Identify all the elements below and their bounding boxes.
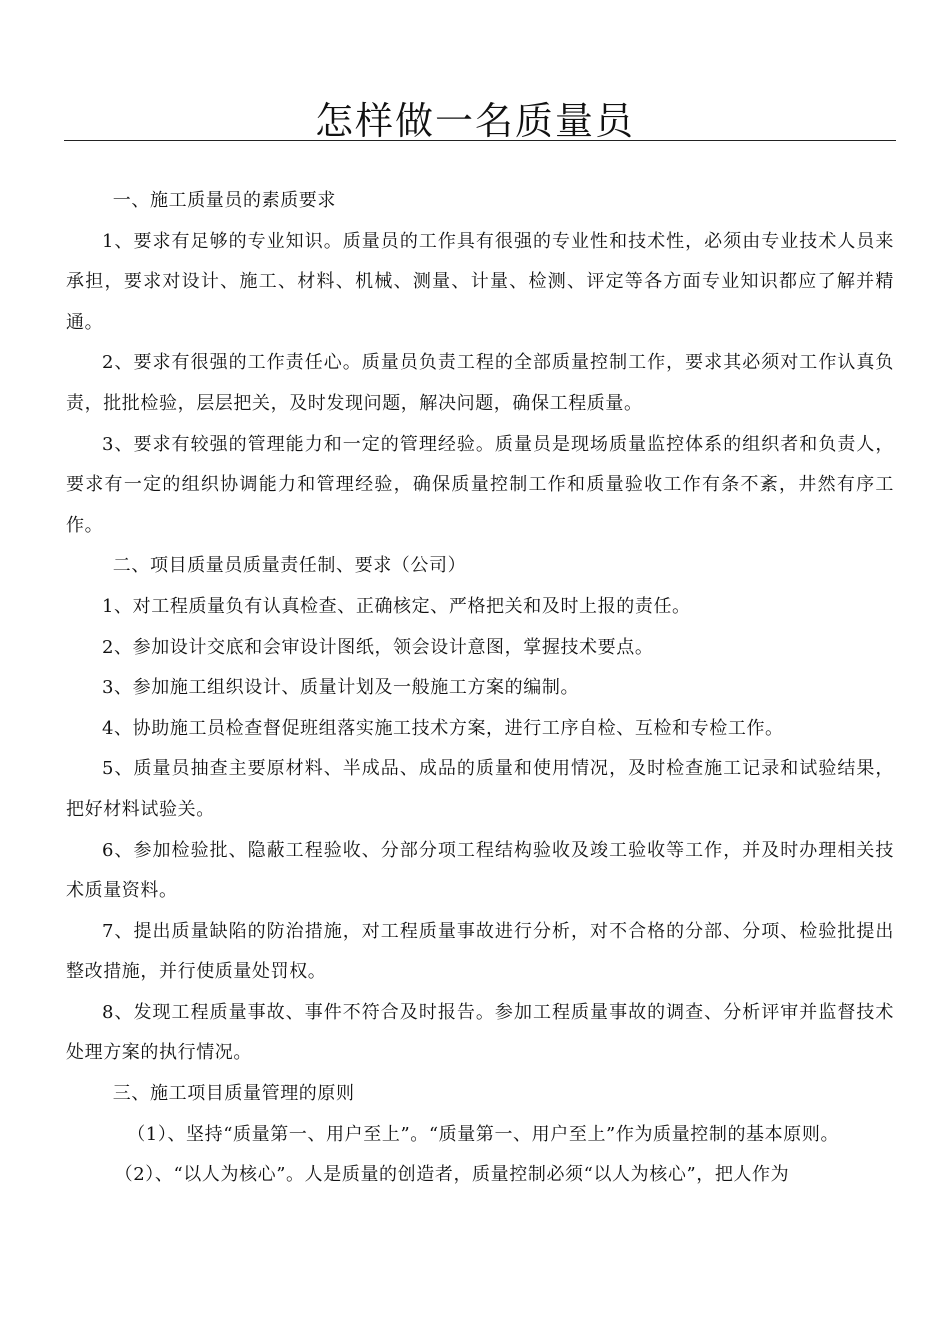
paragraph: 5、质量员抽查主要原材料、半成品、成品的质量和使用情况，及时检查施工记录和试验结果，把好材料试验关。: [66, 758, 894, 820]
section-heading-2: 二、项目质量员质量责任制、要求（公司）: [112, 555, 467, 577]
paragraph: （2）、“以人为核心”。人是质量的创造者，质量控制必须“以人为核心”，把人作为: [114, 1164, 790, 1186]
paragraph: （1）、坚持“质量第一、用户至上”。“质量第一、用户至上”作为质量控制的基本原则。: [127, 1123, 840, 1145]
paragraph: 2、要求有很强的工作责任心。质量员负责工程的全部质量控制工作，要求其必须对工作认真负责，批批检验，层层把关，及时发现问题，解决问题，确保工程质量。: [66, 352, 894, 414]
paragraph: 1、要求有足够的专业知识。质量员的工作具有很强的专业性和技术性，必须由专业技术人员来承担，要求对设计、施工、材料、机械、测量、计量、检测、评定等各方面专业知识都应了解并精通。: [66, 230, 894, 333]
paragraph: 2、参加设计交底和会审设计图纸，领会设计意图，掌握技术要点。: [102, 636, 654, 658]
document-title: 怎样做一名质量员: [314, 99, 635, 143]
section-heading-1: 一、施工质量员的素质要求: [112, 190, 336, 211]
paragraph: 7、提出质量缺陷的防治措施，对工程质量事故进行分析，对不合格的分部、分项、检验批提出整改措施，并行使质量处罚权。: [66, 920, 894, 983]
paragraph: 6、参加检验批、隐蔽工程验收、分部分项工程结构验收及竣工验收等工作，并及时办理相关技术质量资料。: [66, 839, 894, 902]
document-body: [66, 181, 894, 1196]
paragraph: 4、协助施工员检查督促班组落实施工技术方案，进行工序自检、互检和专检工作。: [102, 717, 784, 739]
section-heading-3: 三、施工项目质量管理的原则: [112, 1083, 355, 1105]
paragraph: 3、要求有较强的管理能力和一定的管理经验。质量员是现场质量监控体系的组织者和负责人，要求有一定的组织协调能力和管理经验，确保质量控制工作和质量验收工作有条不紊，井然有序工作。: [66, 433, 894, 536]
paragraph: 8、发现工程质量事故、事件不符合及时报告。参加工程质量事故的调查、分析评审并监督技术处理方案的执行情况。: [66, 1001, 894, 1064]
paragraph: 1、对工程质量负有认真检查、正确核定、严格把关和及时上报的责任。: [102, 595, 691, 617]
paragraph: 3、参加施工组织设计、质量计划及一般施工方案的编制。: [102, 677, 580, 699]
title-underline: [64, 140, 896, 141]
